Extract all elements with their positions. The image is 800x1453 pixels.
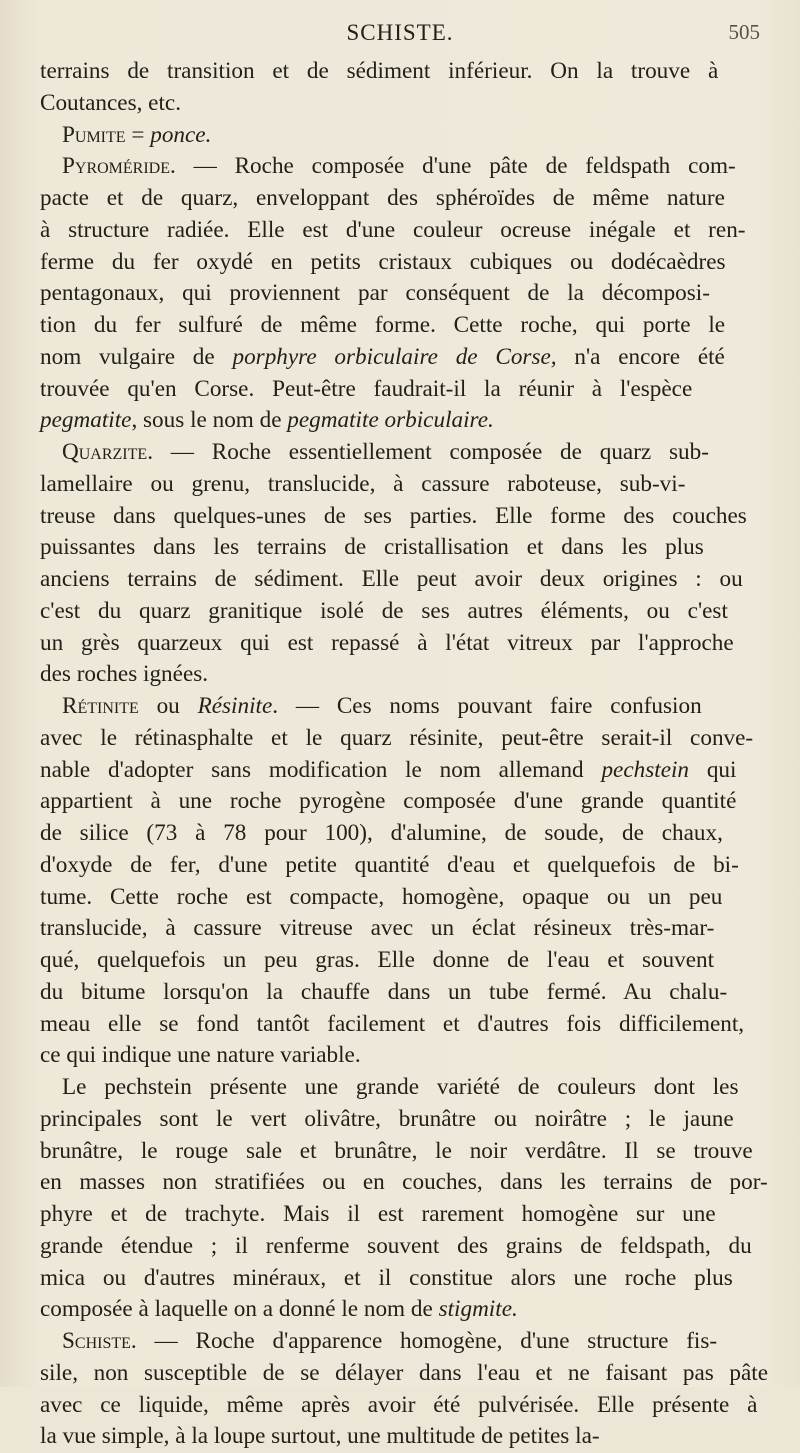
text-run: ou xyxy=(138,693,198,719)
text-line xyxy=(40,913,768,945)
running-title: SCHISTE. xyxy=(346,20,454,45)
text-run: pacte et de quarz, enveloppant des sphéroïdes de même nature xyxy=(40,185,725,211)
text-run: un grès quarzeux qui est repassé à l'état vitreux par l'approche xyxy=(40,629,734,656)
text-line xyxy=(40,1167,768,1199)
text-run: de silice (73 à 78 pour 100), d'alumine, de soude, de chaux, xyxy=(40,820,723,846)
text-run: appartient à une roche pyrogène composée d'une grande quantité xyxy=(40,788,737,815)
text-line xyxy=(40,1199,768,1231)
text-run: des roches ignées. xyxy=(40,661,209,688)
text-line xyxy=(40,88,768,120)
text-run: ponce. xyxy=(150,121,212,148)
text-run: Résinite xyxy=(197,693,273,719)
text-run: du bitume lorsqu'on la chauffe dans un tube fermé. Au chalu- xyxy=(40,978,728,1005)
text-run: Pyroméride xyxy=(62,153,171,180)
text-run: brunâtre, le rouge sale et brunâtre, le noir verdâtre. Il se trouve xyxy=(40,1137,753,1164)
text-run: principales sont le vert olivâtre, brunâtre ou noirâtre ; le jaune xyxy=(40,1105,734,1132)
text-run: pechstein xyxy=(601,756,690,783)
text-run: en masses non stratifiées ou en couches, dans les terrains de por- xyxy=(40,1169,768,1196)
text-line xyxy=(40,1263,768,1295)
text-run: mica ou d'autres minéraux, et il constitue alors une roche plus xyxy=(40,1264,733,1291)
text-line xyxy=(40,786,768,818)
text-line xyxy=(40,120,768,152)
text-line xyxy=(40,532,768,564)
text-line xyxy=(40,1358,768,1390)
text-run: avec le rétinasphalte et le quarz résinite, peut-être serait-il conve- xyxy=(40,724,754,751)
text-line xyxy=(40,1390,768,1422)
text-run: Schiste xyxy=(62,1328,131,1354)
text-run: Pumite xyxy=(62,121,126,148)
text-run: nom vulgaire de xyxy=(40,343,233,370)
text-run: tion du fer sulfuré de même forme. Cette roche, qui porte le xyxy=(40,312,726,338)
text-run: porphyre orbiculaire de Corse, xyxy=(232,343,557,370)
text-line xyxy=(40,691,768,723)
text-run: grande étendue ; il renferme souvent des grains de feldspath, du xyxy=(40,1232,752,1259)
text-run: Rétinite xyxy=(62,693,139,719)
text-run: nable d'adopter sans modification le nom allemand xyxy=(40,756,602,783)
text-run: qui xyxy=(689,756,737,783)
text-run: pegmatite orbiculaire. xyxy=(287,407,494,434)
text-line xyxy=(40,628,768,660)
text-line xyxy=(40,1294,768,1326)
text-run: qué, quelquefois un peu gras. Elle donne de l'eau et souvent xyxy=(40,947,715,973)
text-line xyxy=(40,977,768,1009)
text-run: tume. Cette roche est compacte, homogène, opaque ou un peu xyxy=(40,883,723,910)
text-line xyxy=(40,374,768,406)
text-line xyxy=(40,659,768,691)
text-run: Quarzite xyxy=(62,439,148,465)
text-line xyxy=(40,278,768,310)
text-run: phyre et de trachyte. Mais il est rarement homogène sur une xyxy=(40,1201,716,1227)
text-run: . — Roche essentiellement composée de quarz sub- xyxy=(147,439,709,465)
text-run: Le pechstein présente une grande variété de couleurs dont les xyxy=(62,1074,739,1100)
text-line xyxy=(40,723,768,755)
text-line xyxy=(40,1104,768,1136)
text-run: pegmatite xyxy=(40,407,132,434)
text-run: ferme du fer oxydé en petits cristaux cubiques ou dodécaèdres xyxy=(40,248,726,275)
text-run: n'a encore été xyxy=(556,343,725,370)
text-run: , sous le nom de xyxy=(131,407,288,434)
text-run: . — Ces noms pouvant faire confusion xyxy=(272,693,702,719)
text-run: d'oxyde de fer, d'une petite quantité d'eau et quelquefois de bi- xyxy=(40,851,739,878)
text-line xyxy=(40,882,768,914)
text-line xyxy=(40,501,768,533)
text-run: . — Roche d'apparence homogène, d'une structure fis- xyxy=(130,1328,718,1354)
text-line xyxy=(40,755,768,787)
text-line xyxy=(40,247,768,279)
body-text xyxy=(40,56,768,1453)
text-line xyxy=(40,1040,768,1072)
text-run: . — Roche composée d'une pâte de feldspath com- xyxy=(170,153,736,180)
text-line xyxy=(40,596,768,628)
text-line xyxy=(40,564,768,596)
text-line xyxy=(40,1421,768,1453)
text-run: Coutances, etc. xyxy=(40,89,182,116)
text-run: puissantes dans les terrains de cristallisation et dans les plus xyxy=(40,534,704,561)
text-run: treuse dans quelques-unes de ses parties. Elle forme des couches xyxy=(40,502,747,529)
text-line xyxy=(40,1009,768,1041)
text-line xyxy=(40,437,768,469)
text-line xyxy=(40,151,768,183)
text-line xyxy=(40,1072,768,1104)
text-line xyxy=(40,1326,768,1358)
text-line xyxy=(40,945,768,977)
text-run: trouvée qu'en Corse. Peut-être faudrait-il la réunir à l'espèce xyxy=(40,375,693,402)
text-run: avec ce liquide, même après avoir été pulvérisée. Elle présente à xyxy=(40,1391,758,1418)
text-run: translucide, à cassure vitreuse avec un éclat résineux très-mar- xyxy=(40,915,715,942)
text-run: la vue simple, à la loupe surtout, une multitude de petites la- xyxy=(40,1423,600,1450)
text-line xyxy=(40,56,768,88)
text-line xyxy=(40,310,768,342)
page-number: 505 xyxy=(728,20,760,44)
text-run: lamellaire ou grenu, translucide, à cassure raboteuse, sub-vi- xyxy=(40,470,686,497)
text-run: anciens terrains de sédiment. Elle peut avoir deux origines : ou xyxy=(40,566,743,592)
text-run: = xyxy=(125,121,151,148)
text-run: sile, non susceptible de se délayer dans l'eau et ne faisant pas pâte xyxy=(40,1359,769,1386)
text-line xyxy=(40,342,768,374)
text-run: meau elle se fond tantôt facilement et d'autres fois difficilement, xyxy=(40,1010,745,1037)
text-line xyxy=(40,405,768,437)
text-line xyxy=(40,1231,768,1263)
text-run: c'est du quarz granitique isolé de ses autres éléments, ou c'est xyxy=(40,597,728,624)
text-run: pentagonaux, qui proviennent par conséquent de la décomposi- xyxy=(40,280,710,307)
page-header xyxy=(0,20,800,50)
text-run: ce qui indique une nature variable. xyxy=(40,1042,361,1069)
text-run: à structure radiée. Elle est d'une couleur ocreuse inégale et ren- xyxy=(40,216,746,243)
text-run: composée à laquelle on a donné le nom de xyxy=(40,1296,439,1323)
text-run: stigmite. xyxy=(438,1296,518,1323)
text-line xyxy=(40,469,768,501)
text-line xyxy=(40,850,768,882)
text-line xyxy=(40,1136,768,1168)
text-line xyxy=(40,818,768,850)
text-line xyxy=(40,183,768,215)
text-run: terrains de transition et de sédiment inférieur. On la trouve à xyxy=(40,58,719,84)
text-line xyxy=(40,215,768,247)
